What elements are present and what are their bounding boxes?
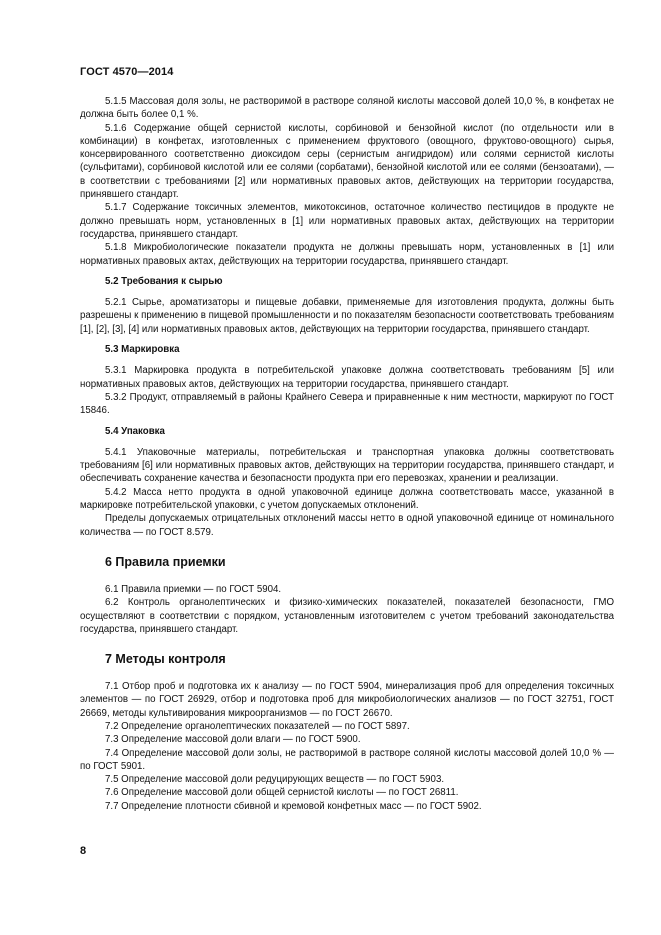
paragraph: 5.4.2 Масса нетто продукта в одной упаковочной единице должна соответствовать массе, указанной в маркировке потребительской упаковки, с учетом допускаемых отклонений.: [80, 486, 614, 512]
paragraph: 7.5 Определение массовой доли редуцирующих веществ — по ГОСТ 5903.: [105, 774, 445, 786]
paragraph: 5.2.1 Сырье, ароматизаторы и пищевые добавки, применяемые для изготовления продукта, должны быть разрешены к применению в пищевой промышленности и по показателям безопасности соответствовать требованиям [1], [2], [3], [4] или нормативных правовых актов, действующих на территории государства, принявшего стандарт.: [80, 297, 614, 335]
paragraph: 5.1.8 Микробиологические показатели продукта не должны превышать норм, установленных в [1] или нормативных правовых актах, действующих на территории государства, принявшего стандарт.: [80, 242, 614, 267]
paragraph: 7.6 Определение массовой доли общей сернистой кислоты — по ГОСТ 26811.: [105, 787, 459, 799]
subsection-heading: 5.3 Маркировка: [105, 344, 180, 356]
paragraph: 6.1 Правила приемки — по ГОСТ 5904.: [105, 583, 282, 595]
section-heading: 6 Правила приемки: [105, 554, 226, 569]
subsection-heading: 5.4 Упаковка: [105, 425, 165, 437]
page-number: 8: [80, 845, 87, 857]
paragraph: 7.7 Определение плотности сбивной и кремовой конфетных масс — по ГОСТ 5902.: [105, 800, 482, 812]
paragraph: 7.1 Отбор проб и подготовка их к анализу — по ГОСТ 5904, минерализация проб для определения токсичных элементов — по ГОСТ 26929, отбор и подготовка проб для микробиологических анализов — по ГОСТ 32751, ГОСТ 26669, методы культивирования микроорганизмов — по ГОСТ 26670.: [80, 681, 614, 719]
section-heading: 7 Методы контроля: [105, 652, 226, 667]
paragraph: 6.2 Контроль органолептических и физико-химических показателей, показателей безопасности, ГМО осуществляют в соответствии с порядком, установленным изготовителем с учетом требований законодательства государства, принявшего стандарт.: [80, 597, 614, 635]
paragraph: 5.1.5 Массовая доля золы, не растворимой в растворе соляной кислоты массовой долей 10,0 %, в конфетах не должна быть более 0,1 %.: [80, 96, 614, 121]
paragraph: 7.3 Определение массовой доли влаги — по ГОСТ 5900.: [105, 734, 361, 746]
paragraph: Пределы допускаемых отрицательных отклонений массы нетто в одной упаковочной единице от номинального количества — по ГОСТ 8.579.: [80, 513, 614, 538]
paragraph: 5.3.1 Маркировка продукта в потребительской упаковке должна соответствовать требованиям [5] или нормативных правовых актов, действующих на территории государства, принявшего стандарт.: [80, 365, 614, 390]
paragraph: 5.1.6 Содержание общей сернистой кислоты, сорбиновой и бензойной кислот (по отдельности или в комбинации) в конфетах, изготовленных с применением фруктового (овощного, фруктово-овощного) сырья, консервированного соответственно диоксидом серы (сернистым ангидридом) или солями сернистой кислоты (сульфитами), сорбиновой кислотой или ее солями (сорбатами), бензойной кислотой или ее солями (бензоатами), — в соответствии с требованиями [2] или нормативных правовых актов, действующих на территории государства, принявшего стандарт.: [80, 122, 614, 201]
paragraph: 5.3.2 Продукт, отправляемый в районы Крайнего Севера и приравненные к ним местности, маркируют по ГОСТ 15846.: [80, 391, 614, 417]
subsection-heading: 5.2 Требования к сырью: [105, 275, 223, 287]
paragraph: 7.4 Определение массовой доли золы, не растворимой в растворе соляной кислоты массовой долей 10,0 % — по ГОСТ 5901.: [80, 747, 614, 772]
paragraph: 5.1.7 Содержание токсичных элементов, микотоксинов, остаточное количество пестицидов в продукте не должно превышать норм, установленных в [1] или нормативных правовых актах, действующих на территории государства, принявшего стандарт.: [80, 202, 614, 240]
paragraph: 5.4.1 Упаковочные материалы, потребительская и транспортная упаковка должны соответствовать требованиям [6] или нормативных правовых актов, действующих на территории государства, принявшего стандарт, и обеспечивать сохранение качества и безопасности продукта при его перевозках, хранении и реализации.: [80, 446, 614, 485]
document-body: [80, 95, 614, 813]
document-header: ГОСТ 4570—2014: [80, 66, 174, 78]
paragraph: 7.2 Определение органолептических показателей — по ГОСТ 5897.: [105, 720, 410, 732]
